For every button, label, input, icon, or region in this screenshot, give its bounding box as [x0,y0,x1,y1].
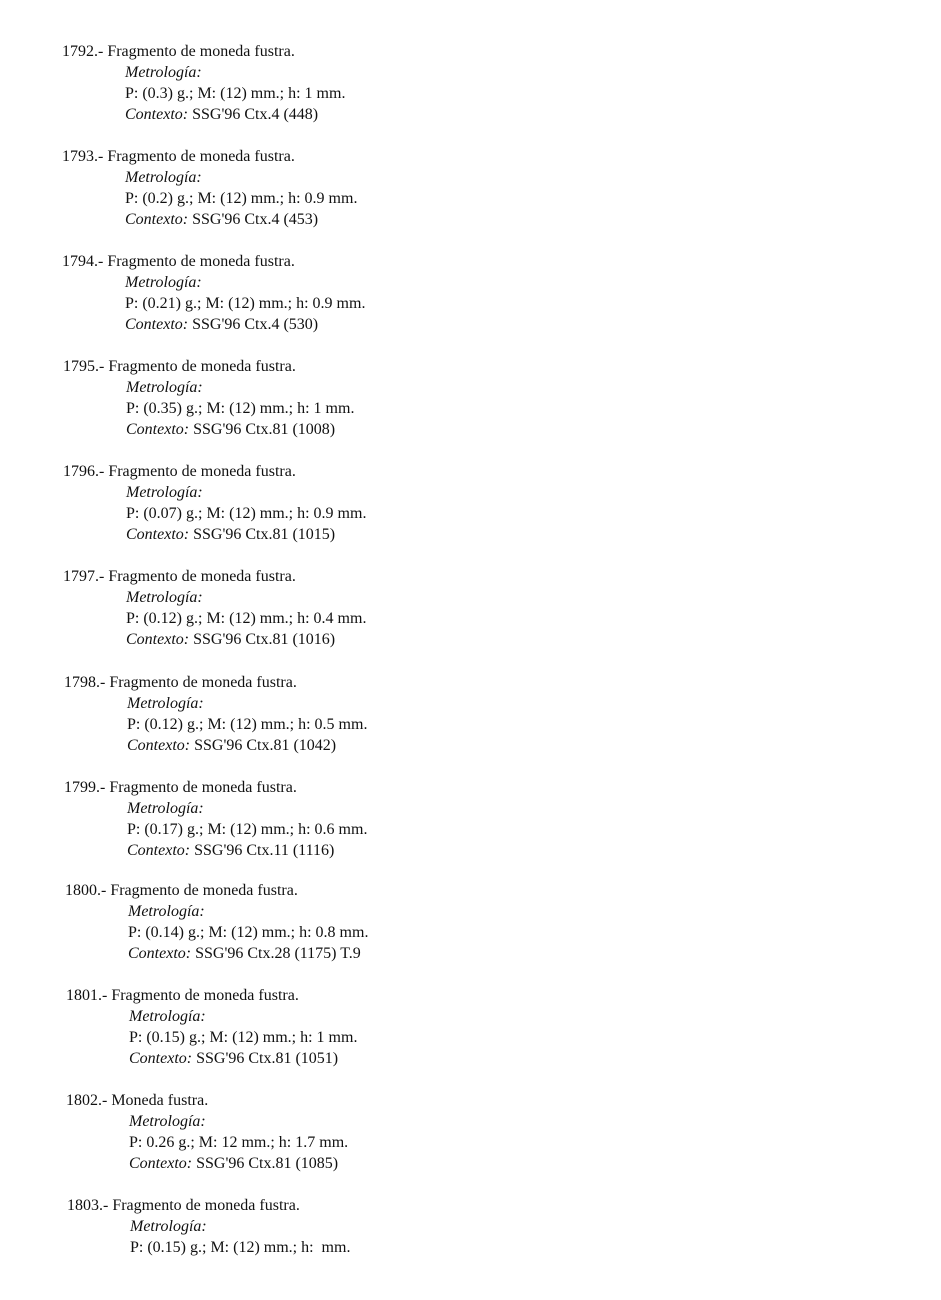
metrology-values: P: (0.35) g.; M: (12) mm.; h: 1 mm. [126,400,355,417]
contexto-label: Contexto: [126,421,190,438]
entry-title: Fragmento de moneda fustra. [111,987,299,1004]
metrologia-label: Metrología: [129,1008,206,1025]
context-value: SSG'96 Ctx.81 (1015) [193,526,336,543]
entry-title: Fragmento de moneda fustra. [110,882,298,899]
contexto-label: Contexto: [126,526,190,543]
context-value: SSG'96 Ctx.81 (1042) [194,737,337,754]
entry-title: Fragmento de moneda fustra. [108,568,296,585]
context-value: SSG'96 Ctx.81 (1016) [193,631,336,648]
context-value: SSG'96 Ctx.4 (448) [192,106,319,123]
entry-number: 1801.- [66,987,108,1004]
metrology-values: P: 0.26 g.; M: 12 mm.; h: 1.7 mm. [129,1134,349,1151]
metrology-values: P: (0.12) g.; M: (12) mm.; h: 0.4 mm. [126,610,367,627]
metrology-values: P: (0.12) g.; M: (12) mm.; h: 0.5 mm. [127,716,368,733]
catalog-entry-1792 [62,41,662,125]
entry-title: Moneda fustra. [111,1092,209,1109]
contexto-label: Contexto: [127,842,191,859]
entry-title: Fragmento de moneda fustra. [108,463,296,480]
entry-title: Fragmento de moneda fustra. [107,43,295,60]
contexto-label: Contexto: [128,945,192,962]
metrologia-label: Metrología: [127,800,204,817]
entry-number: 1802.- [66,1092,108,1109]
contexto-label: Contexto: [129,1050,193,1067]
catalog-entry-1794 [62,251,662,335]
context-value: SSG'96 Ctx.81 (1085) [196,1155,339,1172]
metrology-values: P: (0.3) g.; M: (12) mm.; h: 1 mm. [125,85,346,102]
catalog-entry-1793 [62,146,662,230]
contexto-label: Contexto: [129,1155,193,1172]
catalog-entry-1796 [63,461,663,545]
entry-number: 1795.- [63,358,105,375]
catalog-entry-1802 [66,1090,666,1174]
entry-number: 1798.- [64,674,106,691]
entry-number: 1793.- [62,148,104,165]
entry-number: 1794.- [62,253,104,270]
entry-number: 1800.- [65,882,107,899]
metrology-values: P: (0.15) g.; M: (12) mm.; h: mm. [130,1239,351,1256]
entry-title: Fragmento de moneda fustra. [109,779,297,796]
entry-title: Fragmento de moneda fustra. [107,148,295,165]
entry-number: 1792.- [62,43,104,60]
metrology-values: P: (0.17) g.; M: (12) mm.; h: 0.6 mm. [127,821,368,838]
metrologia-label: Metrología: [129,1113,206,1130]
metrologia-label: Metrología: [127,695,204,712]
entry-number: 1796.- [63,463,105,480]
contexto-label: Contexto: [127,737,191,754]
metrology-values: P: (0.21) g.; M: (12) mm.; h: 0.9 mm. [125,295,366,312]
catalog-entry-1798 [64,672,664,756]
metrologia-label: Metrología: [130,1218,207,1235]
context-value: SSG'96 Ctx.81 (1051) [196,1050,339,1067]
catalog-entry-1797 [63,566,663,650]
metrologia-label: Metrología: [126,484,203,501]
entry-title: Fragmento de moneda fustra. [108,358,296,375]
metrologia-label: Metrología: [125,169,202,186]
metrology-values: P: (0.07) g.; M: (12) mm.; h: 0.9 mm. [126,505,367,522]
context-value: SSG'96 Ctx.4 (453) [192,211,319,228]
context-value: SSG'96 Ctx.28 (1175) T.9 [195,945,361,962]
metrology-values: P: (0.14) g.; M: (12) mm.; h: 0.8 mm. [128,924,369,941]
context-value: SSG'96 Ctx.81 (1008) [193,421,336,438]
catalog-entry-1795 [63,356,663,440]
metrologia-label: Metrología: [125,274,202,291]
entry-title: Fragmento de moneda fustra. [109,674,297,691]
metrologia-label: Metrología: [126,379,203,396]
metrology-values: P: (0.15) g.; M: (12) mm.; h: 1 mm. [129,1029,358,1046]
entry-number: 1797.- [63,568,105,585]
entry-title: Fragmento de moneda fustra. [112,1197,300,1214]
catalog-entry-1801 [66,985,666,1069]
contexto-label: Contexto: [125,316,189,333]
metrologia-label: Metrología: [126,589,203,606]
entry-title: Fragmento de moneda fustra. [107,253,295,270]
context-value: SSG'96 Ctx.11 (1116) [194,842,335,859]
catalog-entry-1800 [65,880,665,964]
contexto-label: Contexto: [125,211,189,228]
metrologia-label: Metrología: [125,64,202,81]
entry-number: 1803.- [67,1197,109,1214]
metrologia-label: Metrología: [128,903,205,920]
catalog-entry-1803 [67,1195,667,1258]
contexto-label: Contexto: [125,106,189,123]
catalog-entry-1799 [64,777,664,861]
context-value: SSG'96 Ctx.4 (530) [192,316,319,333]
metrology-values: P: (0.2) g.; M: (12) mm.; h: 0.9 mm. [125,190,358,207]
entry-number: 1799.- [64,779,106,796]
contexto-label: Contexto: [126,631,190,648]
